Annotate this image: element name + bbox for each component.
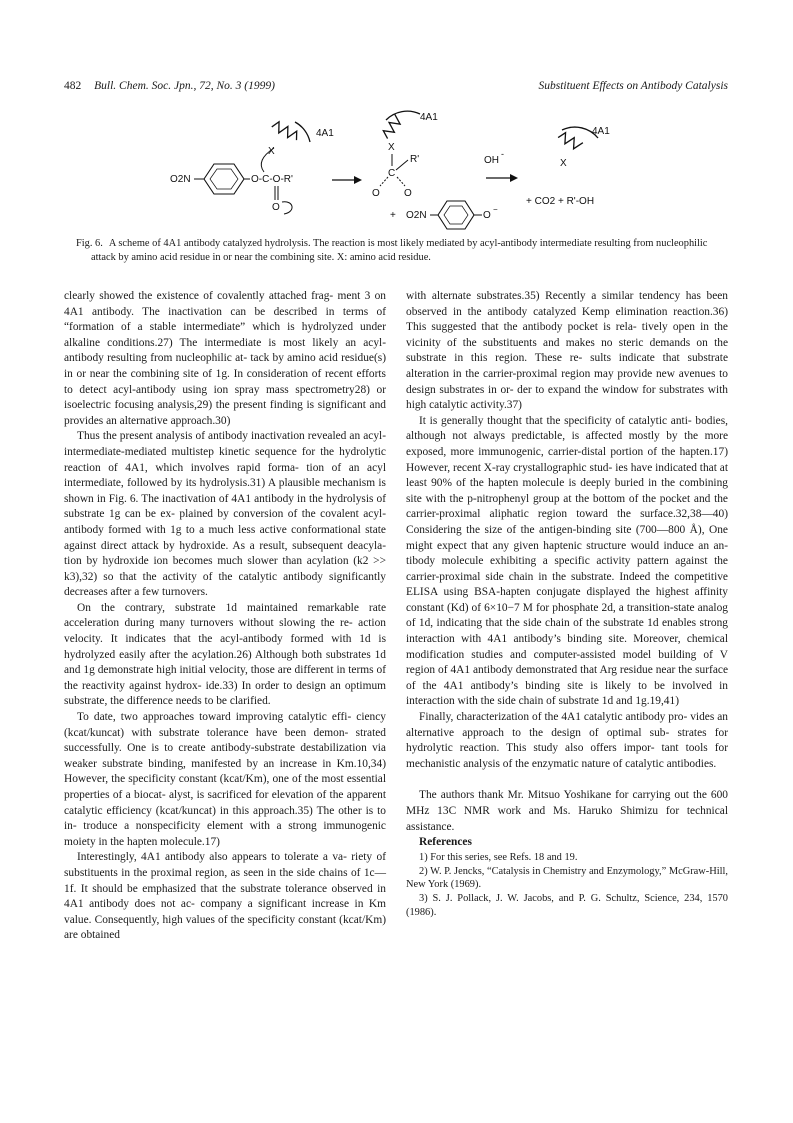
antibody-label-2: 4A1 [420, 112, 438, 123]
figure-caption [76, 237, 731, 264]
phenolate-oxygen: O [483, 210, 491, 221]
references-heading: References [419, 836, 472, 849]
hydroxide-charge: - [501, 149, 504, 159]
antibody-label-1: 4A1 [316, 128, 334, 139]
antibody-zigzag-3 [557, 131, 583, 152]
right-paragraph-3: Finally, characterization of the 4A1 catalytic antibody pro- vides an alternative approach to the design of optimal sub- strates for hydrolytic reaction. This study also offers impor- tant tools for mechanistic analysis of the enzymatic nature of catalytic antibodies. [406, 711, 728, 770]
plus-sign-1: + [390, 210, 396, 221]
hydroxide-label: OH [484, 155, 499, 166]
caption-label: Fig. 6. [76, 238, 103, 249]
x-label-3: X [560, 158, 567, 169]
running-title: Substituent Effects on Antibody Catalysis [538, 80, 728, 92]
carbonyl-oxygen: O [272, 202, 280, 213]
antibody-arc-2 [386, 111, 420, 120]
right-column [406, 289, 728, 920]
left-paragraph-5: Interestingly, 4A1 antibody also appears to tolerate a va- riety of substituents in the proximal region, as seen in the side chains of 1c—1f. It should be emphasized that the substrate tolerance observed in 4A1 antibody does not ac- company a significant increase in Km value. Consequently, high values of the specificity constant (kcat/Km) are obtained [64, 851, 386, 942]
ester-linkage: O-C-O-R' [251, 174, 293, 185]
left-paragraph-2: Thus the present analysis of antibody inactivation revealed an acyl-intermediate-mediated multistep kinetic sequence for the hydrolytic reaction of 4A1, which involves rapid forma- tion of an acyl intermediate, followed by its hydrolysis.31) A plausible mechanism is shown in Fig. 6. The inactivation of 4A1 antibody in the hydrolysis of substrate 1g can be ex- plained by conversion of the covalent acyl-antibody formed with 1g to a much less active conformational state against direct attack by hydroxide. As a result, subsequent deacyla- tion by hydroxide ion becomes much slower than acylation (k2 >> k3),32) so that the activity of the catalytic antibody significantly decreases after a few turnovers. [64, 430, 386, 599]
acyl-carbon: C [388, 168, 396, 179]
reference-1: 1) For this series, see Refs. 18 and 19. [419, 851, 578, 863]
right-paragraph-1: with alternate substrates.35) Recently a similar tendency has been observed in the antibody catalyzed Kemp elimination reaction.36) This suggested that the antibody pocket is rela- tively open in the vicinity of the substituents and makes no steric demands on the substrate in this region. These re- sults indicate that substrate alteration in the carrier-proximal region may provide new avenues to design substrates in or- der to expand the window for substrates with high catalytic activity.37) [406, 290, 728, 412]
oxygen-left: O [372, 188, 380, 199]
r-prime-label: R' [410, 154, 420, 165]
journal-citation: Bull. Chem. Soc. Jpn., 72, No. 3 (1999) [94, 80, 275, 92]
page-number: 482 [64, 80, 82, 92]
left-paragraph-1: clearly showed the existence of covalently attached frag- ment 3 on 4A1 antibody. The inactivation can be described in terms of “formation of a stable intermediate” which is hydrolyzed under alkaline conditions.27) The intermediate is most likely an acyl-antibody resulting from nucleophilic at- tack by amino acid residue(s) in or near the combining site of 1g. In consideration of recent efforts to detect acyl-antibody using ion spray mass spectrometry28) or isoelectric focusing analysis,29) the present finding is significant and provides an alternative approach.30) [64, 290, 386, 427]
x-label-2: X [388, 142, 395, 153]
running-header [64, 80, 728, 96]
antibody-label-3: 4A1 [592, 126, 610, 137]
svg-text:−: − [493, 205, 498, 214]
antibody-zigzag-2 [381, 114, 403, 139]
reference-3: 3) S. J. Pollack, J. W. Jacobs, and P. G. Schultz, Science, 234, 1570 (1986). [406, 893, 728, 918]
benzene-ring-2 [438, 201, 474, 229]
left-column [64, 289, 386, 944]
reaction-scheme-svg [150, 108, 650, 230]
acknowledgment: The authors thank Mr. Mitsuo Yoshikane for carrying out the 600 MHz 13C NMR work and Ms. Haruko Shimizu for technical assistance. [406, 789, 728, 833]
reaction-scheme-figure [150, 108, 650, 230]
right-paragraph-2: It is generally thought that the specificity of catalytic anti- bodies, although not always predictable, is affected mostly by the more exposed, more immunogenic, carrier-distal portion of the hapten.17) However, recent X-ray crystallographic stud- ies have indicated that at least 90% of the hapten molecule is deeply buried in the combining site with the p-nitrophenyl group at the bottom of the pocket and the carrier-proximal aliphatic region toward the surface.32,38—40) Considering the size of the antigen-binding site (700—800 Å), One might expect that any given haptenic structure would induce an an- tibody molecule exhibiting a specific activity pattern against the carrier-proximal side chain in the substrate. Indeed the competitive ELISA using BSA-hapten conjugate displayed the highest affinity constant (Kd) of 6×10−7 M for phosphate 2d, a transition-state analog of 1d, indicating that the side chain of the substrate 1d enables strong interaction with 4A1 antibody’s binding site. Moreover, chemical modification studies and computer-assisted model building of V region of 4A1 antibody demonstrated that Arg residue near the surface of the 4A1 antibody’s binding site is likely to be involved in interaction with the side chain of substrate 1d and 1g.19,41) [406, 414, 728, 708]
x-label-1: X [268, 146, 275, 157]
nitrophenolate-group: O2N [406, 210, 427, 221]
left-paragraph-4: To date, two approaches toward improving catalytic effi- ciency (kcat/kuncat) with substrate tolerance have been demon- strated successfully. One is to create antibody-substrate destabilization via weaker substrate binding, manifested by an increase in Km.10,34) However, the specificity constant (kcat/Km), one of the most essential properties of a biocat- alyst, is sacrificed for elevation of the apparent catalytic efficiency (kcat/kuncat) in this approach.35) The other is to in- troduce a nonspecificity element with a strong immunogenic moiety in the hapten molecule.17) [64, 711, 386, 848]
reference-2: 2) W. P. Jencks, “Catalysis in Chemistry and Enzymology,” McGraw-Hill, New York (1969). [406, 865, 728, 891]
nitro-group-1: O2N [170, 174, 191, 185]
oxygen-right: O [404, 188, 412, 199]
caption-text: A scheme of 4A1 antibody catalyzed hydrolysis. The reaction is most likely mediated by acyl-antibody intermediate resulting from nucleophilic attack by amino acid residue in or near the combining site. X: amino acid residue. [91, 238, 708, 263]
products-label: + CO2 + R'-OH [526, 196, 595, 207]
electron-arrow [282, 202, 292, 214]
left-paragraph-3: On the contrary, substrate 1d maintained remarkable rate acceleration during many turnovers without slowing the re- action velocity. It indicates that the acyl-antibody formed with 1d is hydrolyzed easily after the acylation.26) Although both substrates 1d and 1g demonstrate high initial velocity, those are different in terms of the reactivity against hydrox- ide.33) In order to design an optimum substrate, the difference needs to be clarified. [64, 601, 386, 708]
